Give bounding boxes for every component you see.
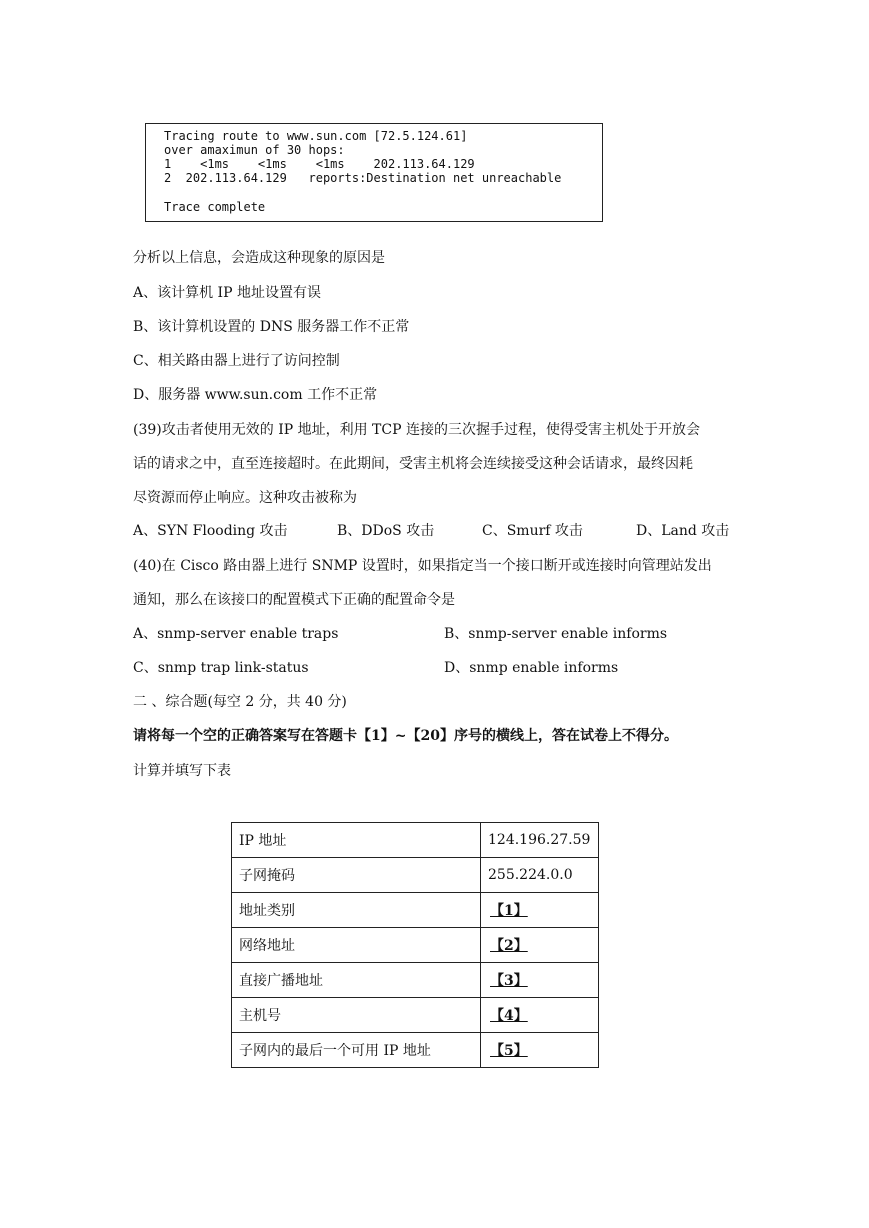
row-label: 主机号	[232, 998, 481, 1033]
table-row	[232, 963, 599, 998]
option-b: B、该计算机设置的 DNS 服务器工作不正常	[133, 319, 410, 335]
option-b: B、snmp-server enable informs	[444, 626, 668, 642]
answer-blank-cell	[481, 928, 599, 963]
option-b: B、DDoS 攻击	[337, 523, 435, 539]
question-40-text: 通知，那么在该接口的配置模式下正确的配置命令是	[133, 592, 455, 608]
answer-blank-cell	[481, 893, 599, 928]
traceroute-output-box	[145, 123, 603, 222]
answer-blank: 【1】	[490, 903, 528, 919]
table-row	[232, 858, 599, 893]
option-a: A、snmp-server enable traps	[133, 626, 339, 642]
row-label: 地址类别	[232, 893, 481, 928]
answer-blank: 【4】	[490, 1008, 528, 1024]
row-label: 子网掩码	[232, 858, 481, 893]
answer-blank-cell	[481, 1033, 599, 1068]
row-label: IP 地址	[232, 823, 481, 858]
answer-blank: 【2】	[490, 938, 528, 954]
row-label: 子网内的最后一个可用 IP 地址	[232, 1033, 481, 1068]
table-row	[232, 998, 599, 1033]
option-c: C、Smurf 攻击	[482, 523, 583, 539]
question-39-text: 尽资源而停止响应。这种攻击被称为	[133, 490, 357, 506]
option-d: D、Land 攻击	[636, 523, 730, 539]
section-heading: 二 、综合题(每空 2 分，共 40 分)	[133, 694, 347, 710]
trace-line: Tracing route to www.sun.com [72.5.124.61]	[164, 129, 468, 143]
question-prompt: 分析以上信息，会造成这种现象的原因是	[133, 250, 385, 266]
question-40-text: (40)在 Cisco 路由器上进行 SNMP 设置时，如果指定当一个接口断开或连接时向管理站发出	[133, 558, 712, 574]
row-label: 直接广播地址	[232, 963, 481, 998]
table-row	[232, 928, 599, 963]
row-value: 255.224.0.0	[481, 858, 599, 893]
trace-line: Trace complete	[164, 200, 266, 214]
table-row	[232, 1033, 599, 1068]
section-instruction: 请将每一个空的正确答案写在答题卡【1】~【20】序号的横线上，答在试卷上不得分。	[133, 728, 678, 744]
trace-line: 1 <1ms <1ms <1ms 202.113.64.129	[164, 157, 475, 171]
task-text: 计算并填写下表	[133, 763, 231, 779]
option-d: D、snmp enable informs	[444, 660, 619, 676]
row-value: 124.196.27.59	[481, 823, 599, 858]
option-a: A、SYN Flooding 攻击	[133, 523, 288, 539]
option-d: D、服务器 www.sun.com 工作不正常	[133, 387, 378, 403]
answer-blank-cell	[481, 963, 599, 998]
trace-line: over amaximun of 30 hops:	[164, 143, 345, 157]
trace-line: 2 202.113.64.129 reports:Destination net unreachable	[164, 171, 562, 185]
table-row	[232, 893, 599, 928]
answer-blank: 【3】	[490, 973, 528, 989]
option-c: C、snmp trap link-status	[133, 660, 309, 676]
answer-blank-cell	[481, 998, 599, 1033]
row-label: 网络地址	[232, 928, 481, 963]
answer-blank: 【5】	[490, 1043, 528, 1059]
option-a: A、该计算机 IP 地址设置有误	[133, 285, 321, 301]
option-c: C、相关路由器上进行了访问控制	[133, 353, 340, 369]
question-39-text: (39)攻击者使用无效的 IP 地址，利用 TCP 连接的三次握手过程，使得受害主机处于开放会	[133, 422, 700, 438]
ip-calculation-table	[231, 822, 599, 1068]
table-row	[232, 823, 599, 858]
question-39-text: 话的请求之中，直至连接超时。在此期间，受害主机将会连续接受这种会话请求，最终因耗	[133, 456, 693, 472]
